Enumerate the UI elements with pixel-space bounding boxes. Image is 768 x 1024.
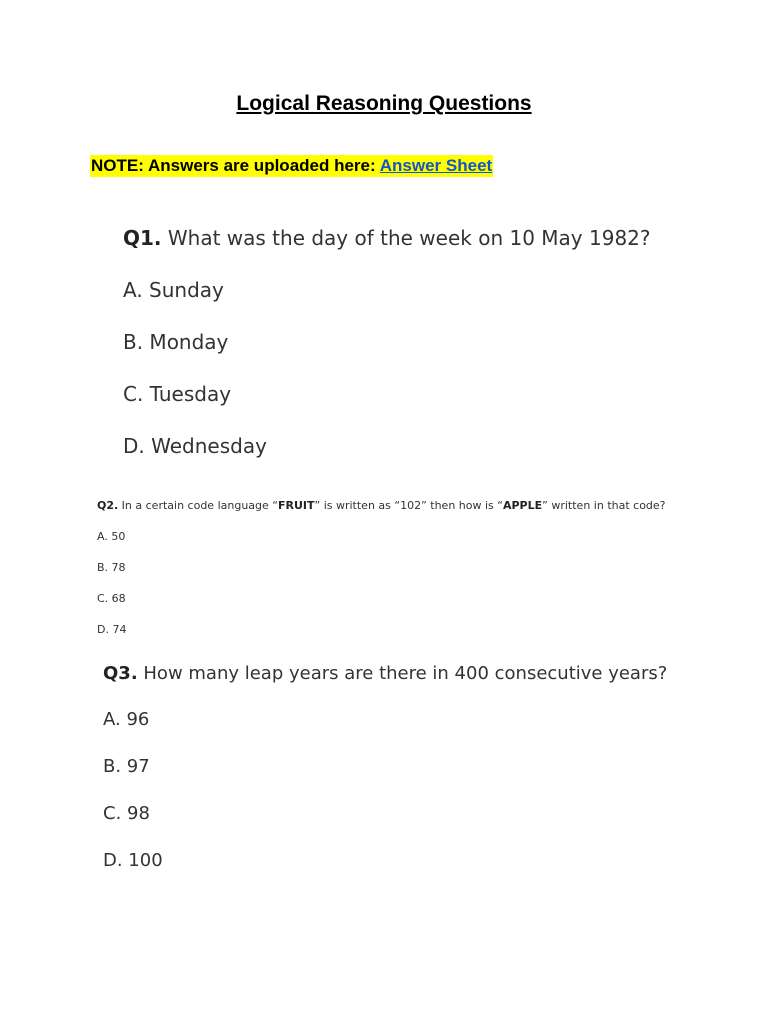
question-2-option-c: C. 68 [97,592,126,605]
question-1-number: Q1. [123,226,162,250]
question-1-option-a: A. Sunday [123,278,224,302]
answer-sheet-link[interactable]: Answer Sheet [379,156,493,175]
question-2-option-a: A. 50 [97,530,126,543]
question-3-option-b: B. 97 [103,756,150,777]
question-2-option-b: B. 78 [97,561,126,574]
question-2-option-d: D. 74 [97,623,127,636]
note-label: NOTE: Answers are uploaded here: [91,156,380,175]
page-title: Logical Reasoning Questions [236,92,532,115]
question-1-option-b: B. Monday [123,330,229,354]
question-2-text: Q2. In a certain code language “FRUIT” is written as “102” then how is “APPLE” written in that code? [97,499,666,512]
question-2-number: Q2. [97,499,119,512]
question-1 [123,224,651,484]
question-3-option-d: D. 100 [103,850,163,871]
question-3-number: Q3. [103,663,138,684]
question-1-text: Q1. What was the day of the week on 10 May 1982? [123,226,651,250]
question-3-option-c: C. 98 [103,803,150,824]
question-3-option-a: A. 96 [103,709,150,730]
question-1-option-d: D. Wednesday [123,434,267,458]
question-2 [97,498,666,653]
question-3 [103,660,667,894]
question-3-text: Q3. How many leap years are there in 400 consecutive years? [103,663,668,684]
question-1-option-c: C. Tuesday [123,382,232,406]
answers-note [90,155,493,177]
